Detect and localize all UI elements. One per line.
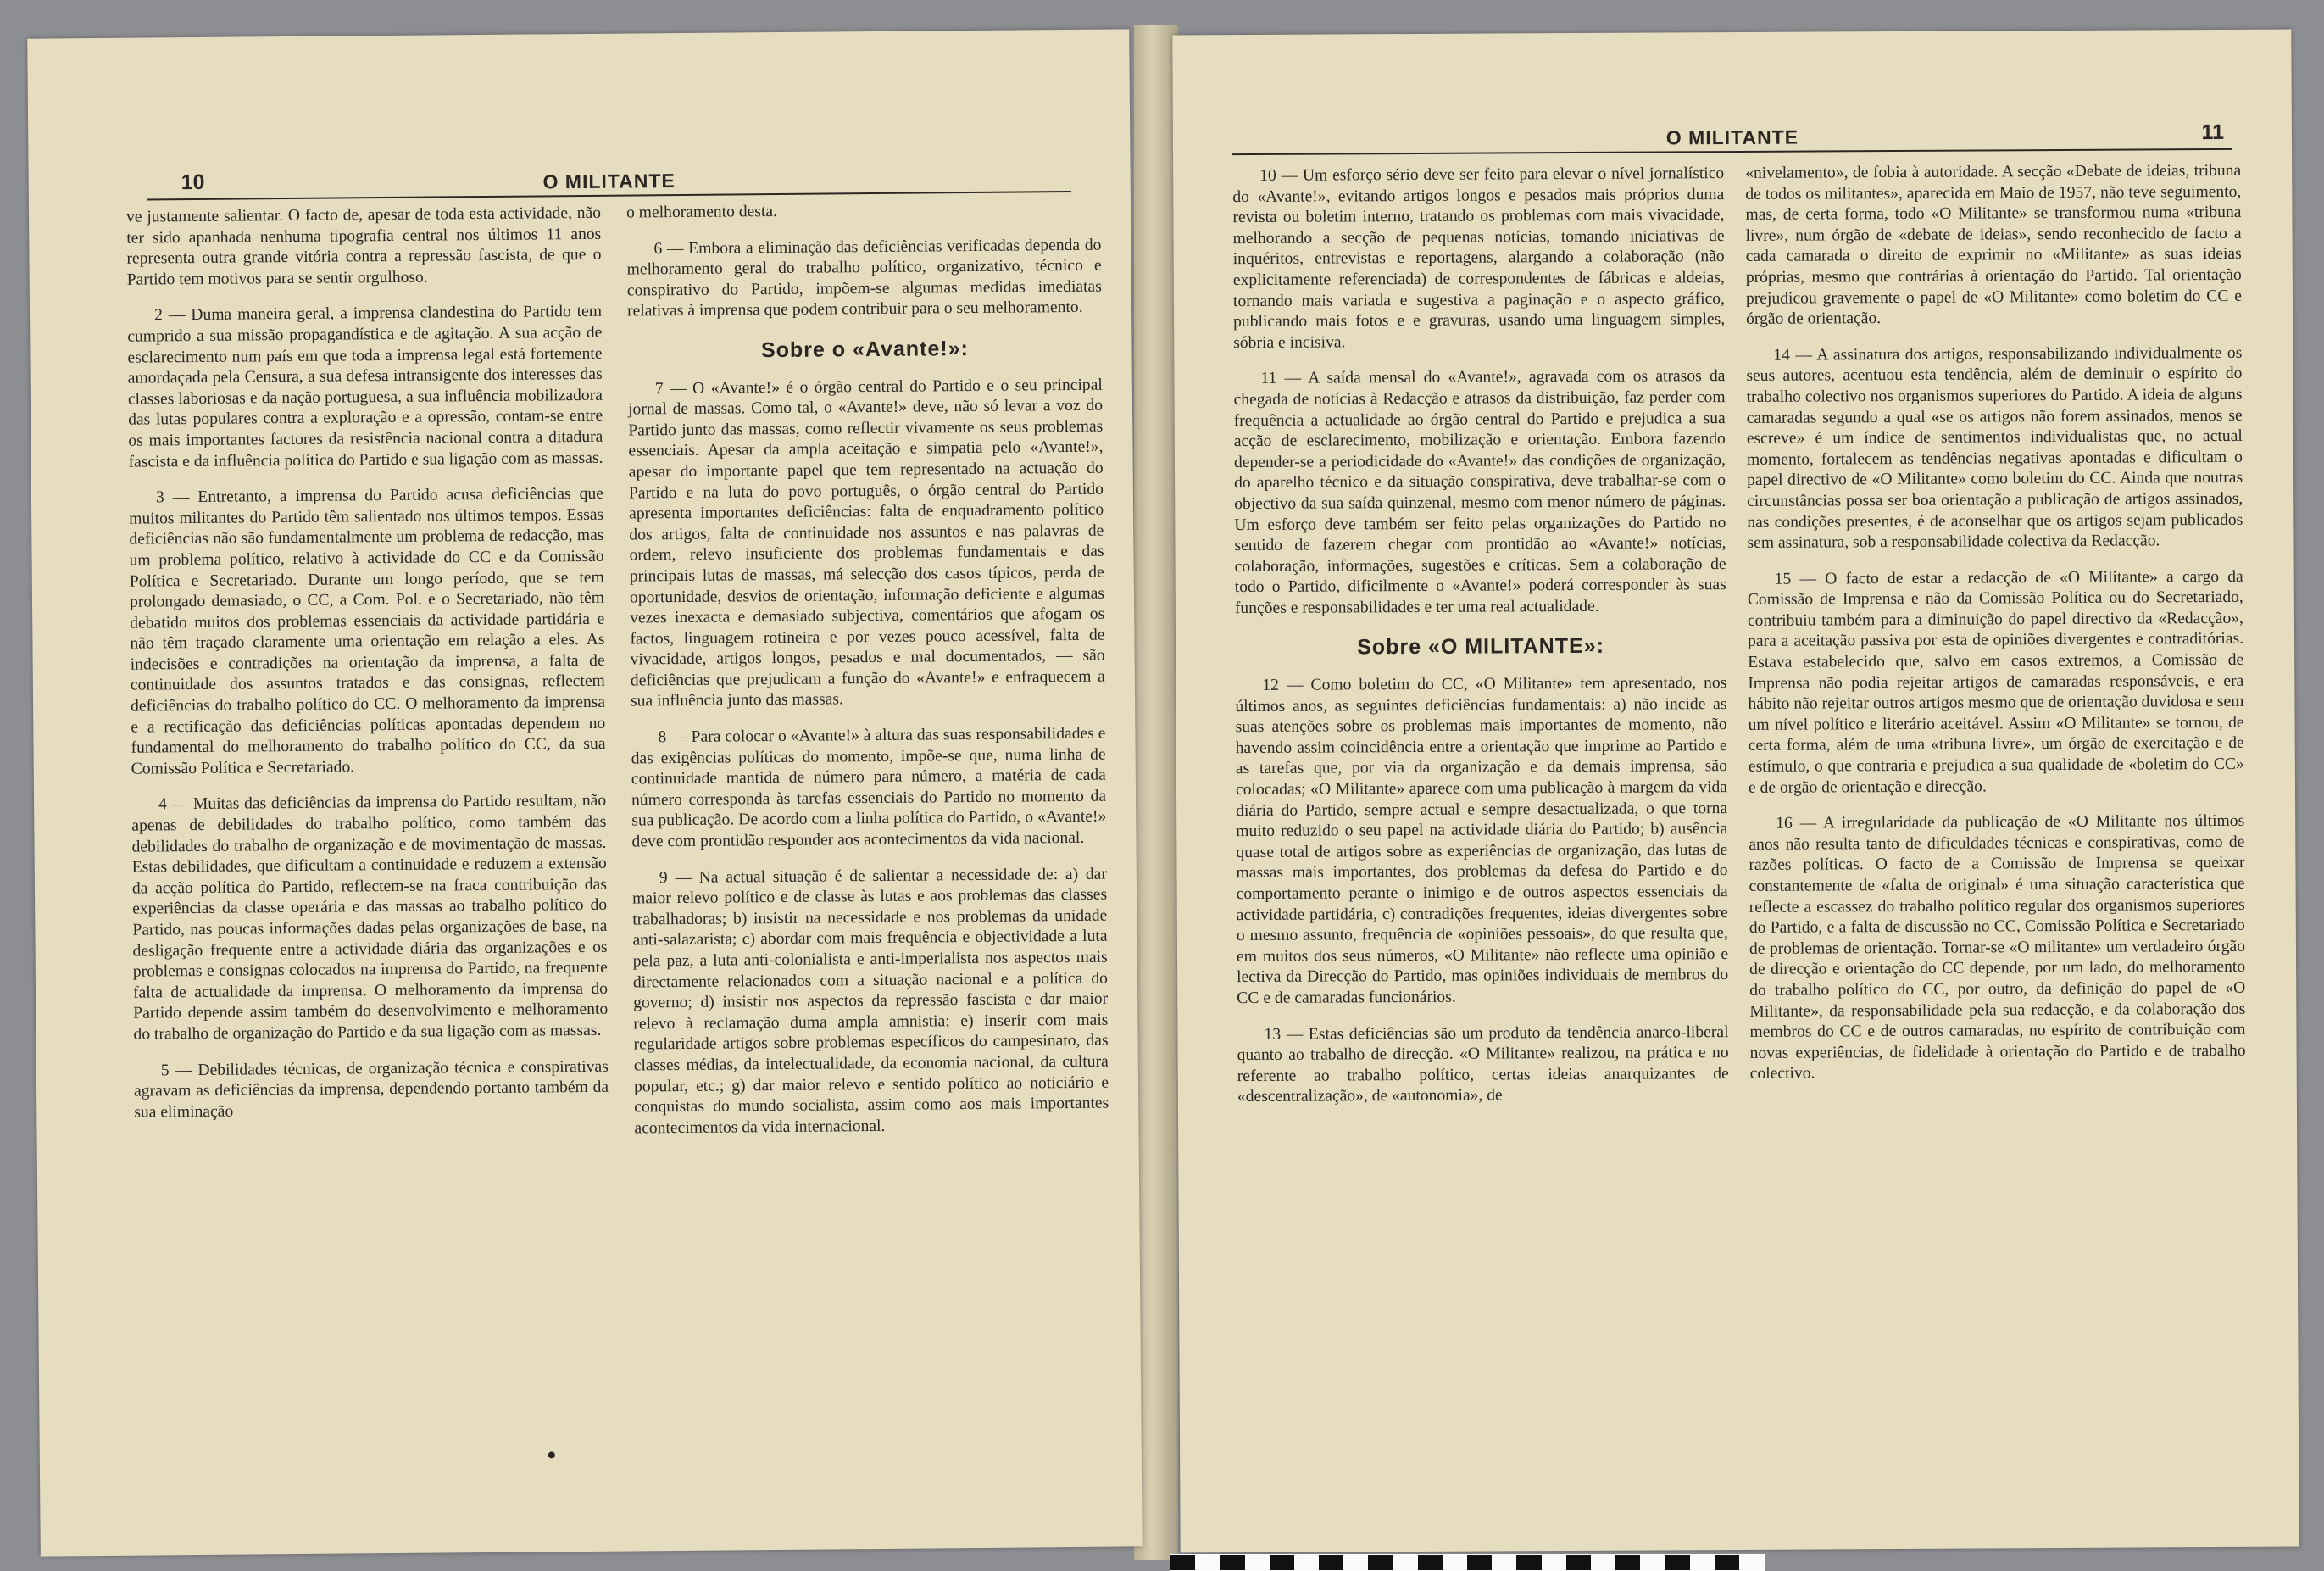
- paragraph: 4 — Muitas das deficiências da imprensa do Partido resultam, não apenas de debilidades do trabalho político, como também das debilidades do trabalho de organização e de movimentação de massas. Estas debilidades, que dificultam a continuidade e reduzem a extensão da acção política do Partido, reflectem-se na fraca contribuição das experiências da classe operária e das massas ao trabalho político do Partido, nas poucas informações dadas pelas organizações de base, na desligação frequente entre a actividade diária das organizações e os problemas e consignas colocados na imprensa do Partido, na frequente falta de actualidade da imprensa. O melhoramento da imprensa do Partido depende assim também do desenvolvimento e melhoramento do trabalho de organização do Partido e da sua ligação com as massas.: [131, 792, 609, 1044]
- section-heading: Sobre «O MILITANTE»:: [1357, 634, 1605, 660]
- ink-dot: [548, 1451, 555, 1458]
- left-page: [27, 29, 1143, 1556]
- page-number: 11: [2201, 120, 2225, 145]
- paragraph: 6 — Embora a eliminação das deficiências verificadas dependa do melhoramento geral do trabalho político, organizativo, técnico e conspirativo do Partido, impõem-se algumas medidas imediatas relativas à imprensa que podem contribuir para o seu melhoramento.: [626, 236, 1102, 320]
- paragraph: o melhoramento desta.: [625, 202, 778, 222]
- book-gutter: [1134, 25, 1178, 1560]
- right-column-1: [1232, 164, 1729, 1123]
- paragraph: 15 — O facto de estar a redacção de «O Militante» a cargo da Comissão de Imprensa e não da Comissão Política ou do Secretariado, contribuiu também para a diminuição do papel directivo da «Redacção», para a aceitação passiva por esta de opiniões divergentes e contraditórias. Estava estabelecido que, salvo em casos extremos, a Comissão de Imprensa não podia rejeitar artigos de camaradas responsáveis, e era hábito não rejeitar outros artigos mesmo que de orientação duvidosa e sem um nível político e literário aceitável. Assim «O Militante» se tornou, de certa forma, além de uma «tribuna livre», um órgão de exercitação e de estímulo, o que contraria e prejudica a sua qualidade de «boletim do CC» e de orgão de orientação e direcção.: [1747, 567, 2244, 797]
- paragraph: 14 — A assinatura dos artigos, responsabilizando individualmente os seus autores, acentuou esta tendência, além de deminuir o espírito do trabalho colectivo nos organismos superiores do Partido. A ideia de alguns camaradas segundo a qual «se os artigos não forem assinados, menos se escreve» é um índice de sentimentos individualistas que, no actual momento, fortalecem as tendências negativas apontadas e dificultam o papel directivo de «O Militante» como boletim do CC. Ainda que noutras circunstâncias possa ser boa orientação a publicação de artigos assinados, nas condições presentes, é de aconselhar que os artigos sejam publicados sem assinatura, sob a responsabilidade colectiva da Redacção.: [1746, 343, 2243, 553]
- paragraph: 12 — Como boletim do CC, «O Militante» tem apresentado, nos últimos anos, as seguintes deficiências fundamentais: a) não incide as suas atenções sobre os problemas mais importantes de momento, não havendo assim coincidência entre a orientação que imprime ao Partido e as tarefas que, por via da organização e da demais imprensa, são colocadas; «O Militante» aparece com uma publicação à margem da vida diária do Partido, sempre actual e sempre desactualizada, o que torna muito reduzido o seu papel na actividade diária do Partido; b) ausência quase total de artigos sobre as experiências de organização, das lutas de massas mais importantes, dos problemas da defesa do Partido e do comportamento perante o inimigo e de outros aspectos essenciais da actividade partidária, c) contradições frequentes, ideias divergentes sobre o mesmo assunto, frequência de «opiniões pessoais», do que resulta que, em muitos dos seus números, «O Militante» não reflecte uma opinião e lectiva da Direcção do Partido, mas opiniões individuais de membros do CC e de camaradas funcionários.: [1235, 674, 1729, 1008]
- running-title: O MILITANTE: [1665, 125, 1799, 149]
- left-page-header: [147, 157, 1071, 201]
- paragraph: 11 — A saída mensal do «Avante!», agravada com os atrasos da chegada de notícias à Redacção e atrasos da distribuição, faz perder com frequência a actualidade ao órgão central do Partido e prejudica a sua acção de esclarecimento, mobilização e orientação. Embora fazendo depender-se a periodicidade do «Avante!» das condições de organização, do aparelho técnico e da situação conspirativa, deve trabalhar-se com o objectivo da sua saída quinzenal, mesmo com menor número de páginas. Um esforço deve também ser feito pelas organizações do Partido no sentido de fazerem chegar com prontidão ao «Avante!» notícias, colaboração, informações, sugestões e críticas. Sem a colaboração de todo o Partido, dificilmente o «Avante!» poderá corresponder às suas funções e responsabilidades e ter uma real actualidade.: [1233, 367, 1726, 617]
- section-heading: Sobre o «Avante!»:: [760, 336, 970, 363]
- page-number: 10: [181, 170, 205, 195]
- left-column-1: [126, 203, 609, 1139]
- paragraph: 2 — Duma maneira geral, a imprensa clandestina do Partido tem cumprido a sua missão propagandística e de agitação. A sua acção de esclarecimento num país em que toda a imprensa legal está fortemente amordaçada pela Censura, a sua defesa intransigente dos interesses das classes laboriosas e da nação portuguesa, a sua influência mobilizadora das lutas populares contra a exploração e a opressão, contam-se entre os mais importantes factores da resistência nacional contra a ditadura fascista e da influência política do Partido e sua ligação com as massas.: [127, 303, 603, 471]
- paragraph: «nivelamento», de fobia à autoridade. A secção «Debate de ideias, tribuna de todos os militantes», aparecida em Maio de 1957, não teve seguimento, mas, de certa forma, todo «O Militante» se transformou numa «tribuna livre», num órgão de «debate de ideias», sendo reconhecido de facto a cada camarada o direito de exprimir no «Militante» as suas ideias próprias, mesmo que contrárias à orientação do Partido. Tal orientação prejudicou gravemente o papel de «O Militante» como boletim do CC e órgão de orientação.: [1745, 161, 2243, 329]
- paragraph: ve justamente salientar. O facto de, apesar de toda esta actividade, não ter sido apanhada nenhuma tipografia central nos últimos 11 anos representa outra grande vitória contra a repressão fascista, de que o Partido tem motivos para se sentir orgulhoso.: [125, 203, 602, 289]
- right-column-2: [1745, 161, 2246, 1100]
- paragraph: 3 — Entretanto, a imprensa do Partido acusa deficiências que muitos militantes do Partido têm salientado nos últimos tempos. Essas deficiências não são fundamentalmente um problema de redacção, mas um problema político, relativo à actividade do CC e da Comissão Política e Secretariado. Durante um longo período, que se tem prolongado demasiado, o CC, a Com. Pol. e o Secretariado, não têm debatido muitos dos problemas essenciais da actividade partidária e não têm traçado claramente uma orientação em relação a eles. As indecisões e contradições na orientação da imprensa, a falta de continuidade dos assuntos tratados e das consignas, reflectem deficiências do trabalho político do CC. O melhoramento da imprensa e a rectificação das deficiências políticas apontadas dependem no fundamental do melhoramento do trabalho político do CC, da sua Comissão Política e Secretariado.: [129, 484, 606, 778]
- right-page-header: [1232, 114, 2232, 155]
- paragraph: 13 — Estas deficiências são um produto da tendência anarco-liberal quanto ao trabalho de direcção. «O Militante» realizou, na prática e no referente ao trabalho político, certas ideias anarquizantes de «descentralização», de «autonomia», de: [1237, 1022, 1729, 1106]
- paragraph: 8 — Para colocar o «Avante!» à altura das suas responsabilidades e das exigências políticas do momento, impõe-se que, numa linha de continuidade mantida de número para número, a matéria de cada número corresponda às tarefas essenciais do Partido no momento da sua publicação. De acordo com a linha política do Partido, o «Avante!» deve com prontidão responder aos acontecimentos da vida nacional.: [631, 724, 1107, 851]
- paragraph: 5 — Debilidades técnicas, de organização técnica e conspirativas agravam as deficiências da imprensa, dependendo portanto também da sua eliminação: [133, 1057, 609, 1122]
- paragraph: 16 — A irregularidade da publicação de «O Militante nos últimos anos não resulta tanto de dificuldades técnicas e conspirativas, como de razões políticas. O facto de a Comissão de Imprensa se queixar constantemente de «falta de original» é uma situação característica que reflecte a escassez do trabalho político regular dos organismos superiores do Partido, e a falta de discussão no CC, Comissão Política e Secretariado de problemas de orientação. Tornar-se «O militante» um verdadeiro órgão de direcção e orientação do CC depende, por um lado, do melhoramento do trabalho político do CC, por outro, da definição do papel de «O Militante», da responsabilidade pela sua redacção, e da colaboração dos membros do CC e de outros camaradas, no espírito de contribuição com novas experiências, de fidelidade à orientação do Partido e de trabalho colectivo.: [1749, 812, 2246, 1084]
- paragraph: 10 — Um esforço sério deve ser feito para elevar o nível jornalístico do «Avante!», evitando artigos longos e pesados mais próprios duma revista ou boletim interno, tratando os problemas com mais vivacidade, melhorando a secção de pequenas notícias, tomando iniciativas de inquéritos, entrevistas e reportagens, alargando a colaboração (não explicitamente referenciada) de correspondentes de fábricas e aldeias, tornando mais variada e sugestiva a paginação e o aspecto gráfico, publicando mais fotos e e gravuras, usando uma linguagem simples, sóbria e incisiva.: [1232, 164, 1726, 352]
- paragraph: 9 — Na actual situação é de salientar a necessidade de: a) dar maior relevo político e de classe às lutas e aos problemas das classes trabalhadoras; b) insistir na necessidade e nos problemas da unidade anti-salazarista; c) abordar com mais frequência e objectividade a luta pela paz, a luta anti-colonialista e anti-imperialista nos aspectos mais directamente relacionados com a situação nacional e a política do governo; d) insistir nos aspectos da repressão fascista e dar maior relevo à reclamação duma ampla amnistia; e) inserir com mais regularidade artigos sobre problemas específicos do campesinato, das classes médias, da intelectualidade, da economia nacional, da cultura popular, etc.; g) dar maior relevo e sentido político ao noticiário e conquistas do mundo socialista, assim como aos mais importantes acontecimentos da vida internacional.: [632, 865, 1109, 1138]
- paragraph: 7 — O «Avante!» é o órgão central do Partido e o seu principal jornal de massas. Como tal, o «Avante!» deve, não só levar a voz do Partido junto das massas, como reflectir vivamente os seus problemas essenciais. Apesar da ampla aceitação e simpatia pelo «Avante!», apesar do importante papel que tem representado na actuação do Partido e na luta do povo português, o órgão central do Partido apresenta importantes deficiências: falta de enquadramento político dos artigos, falta de continuidade nos assuntos e nas palavras de ordem, relevo insuficiente dos problemas fundamentais e das principais lutas de massas, má selecção dos casos típicos, perda de oportunidade, desvios de orientação, informação deficiente e algumas vezes inexacta e demasiado subjectiva, comentários que afogam os factos, linguagem rotineira e por vezes pouco acessível, falta de vivacidade, artigos longos, pesados e mal documentados, — são deficiências que prejudicam a função do «Avante!» e enfraquecem a sua influência junto das massas.: [627, 376, 1105, 710]
- color-scale-bar: [1170, 1554, 1765, 1571]
- left-column-2: [626, 199, 1109, 1155]
- running-title: O MILITANTE: [542, 170, 676, 193]
- right-page: [1172, 30, 2299, 1553]
